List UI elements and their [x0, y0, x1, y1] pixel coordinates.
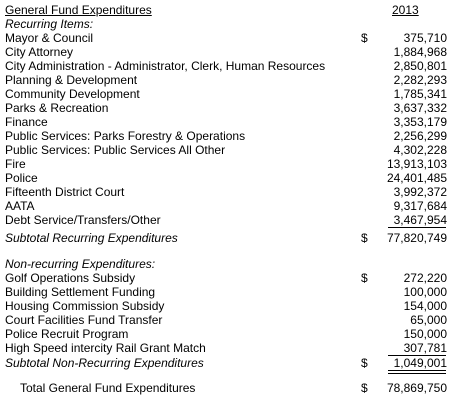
nonrecurring-subtotal-row — [0, 356, 450, 370]
line-item-amount: 1,785,341 — [393, 87, 447, 101]
line-item-label: Debt Service/Transfers/Other — [5, 213, 161, 227]
subtotal-label: Subtotal Recurring Expenditures — [5, 231, 178, 245]
line-item-label: City Attorney — [5, 45, 74, 59]
line-item-amount: 2,256,299 — [393, 129, 447, 143]
table-row — [0, 87, 450, 101]
line-item-label: Public Services: Parks Forestry & Operations — [5, 129, 246, 143]
currency-symbol: $ — [361, 356, 368, 370]
line-item-amount: 65,000 — [410, 313, 447, 327]
table-row — [0, 313, 450, 327]
currency-symbol: $ — [361, 381, 368, 395]
line-item-label: Building Settlement Funding — [5, 285, 156, 299]
table-row — [0, 199, 450, 213]
line-item-label: Public Services: Public Services All Other — [5, 143, 226, 157]
table-row — [0, 327, 450, 341]
table-row — [0, 101, 450, 115]
line-item-label: Housing Commission Subsidy — [5, 299, 165, 313]
table-row — [0, 115, 450, 129]
line-item-amount: 307,781 — [403, 341, 447, 355]
recurring-heading-row — [0, 17, 450, 31]
year-header: 2013 — [392, 3, 419, 17]
table-row — [0, 129, 450, 143]
line-item-amount: 3,637,332 — [393, 101, 447, 115]
line-item-amount: 3,992,372 — [393, 185, 447, 199]
currency-symbol: $ — [361, 231, 368, 245]
table-row — [0, 73, 450, 87]
subtotal-double-rule — [388, 370, 446, 374]
line-item-label: Finance — [5, 115, 48, 129]
line-item-amount: 24,401,485 — [386, 171, 447, 185]
line-item-amount: 2,282,293 — [393, 73, 447, 87]
line-item-amount: 9,317,684 — [393, 199, 447, 213]
line-item-amount: 2,850,801 — [393, 59, 447, 73]
table-row — [0, 171, 450, 185]
line-item-label: Community Development — [5, 87, 140, 101]
line-item-label: Court Facilities Fund Transfer — [5, 313, 163, 327]
line-item-amount: 3,353,179 — [393, 115, 447, 129]
currency-symbol: $ — [361, 271, 368, 285]
line-item-label: Fire — [5, 157, 26, 171]
line-item-label: Mayor & Council — [5, 31, 94, 45]
line-item-amount: 4,302,228 — [393, 143, 447, 157]
table-row — [0, 31, 450, 45]
currency-symbol: $ — [361, 31, 368, 45]
subtotal-amount: 77,820,749 — [386, 231, 447, 245]
total-row — [0, 381, 450, 395]
table-row — [0, 59, 450, 73]
line-item-label: Golf Operations Subsidy — [5, 271, 136, 285]
line-item-amount: 1,884,968 — [393, 45, 447, 59]
table-row — [0, 143, 450, 157]
subtotal-amount: 1,049,001 — [393, 356, 447, 370]
line-item-amount: 375,710 — [403, 31, 447, 45]
table-row — [0, 45, 450, 59]
table-row — [0, 271, 450, 285]
document-title: General Fund Expenditures — [5, 3, 152, 17]
total-label: Total General Fund Expenditures — [20, 381, 196, 395]
table-row — [0, 299, 450, 313]
line-item-label: Police Recruit Program — [5, 327, 129, 341]
line-item-label: Parks & Recreation — [5, 101, 109, 115]
line-item-label: Fifteenth District Court — [5, 185, 125, 199]
table-row — [0, 213, 450, 227]
line-item-amount: 3,467,954 — [393, 213, 447, 227]
line-item-label: High Speed intercity Rail Grant Match — [5, 341, 206, 355]
line-item-label: AATA — [5, 199, 35, 213]
line-item-amount: 150,000 — [403, 327, 447, 341]
line-item-amount: 100,000 — [403, 285, 447, 299]
line-item-label: Police — [5, 171, 38, 185]
table-row — [0, 285, 450, 299]
recurring-subtotal-row — [0, 231, 450, 245]
line-item-label: Planning & Development — [5, 73, 138, 87]
nonrecurring-heading-row — [0, 257, 450, 271]
table-row — [0, 341, 450, 355]
nonrecurring-heading: Non-recurring Expenditures: — [5, 257, 156, 271]
subtotal-label: Subtotal Non-Recurring Expenditures — [5, 356, 204, 370]
total-amount: 78,869,750 — [386, 381, 447, 395]
table-row — [0, 157, 450, 171]
subtotal-rule — [388, 227, 446, 228]
line-item-amount: 13,913,103 — [386, 157, 447, 171]
table-row — [0, 185, 450, 199]
line-item-label: City Administration - Administrator, Clerk, Human Resources — [5, 59, 326, 73]
header-row — [0, 3, 450, 17]
line-item-amount: 154,000 — [403, 299, 447, 313]
recurring-heading: Recurring Items: — [5, 17, 94, 31]
line-item-amount: 272,220 — [403, 271, 447, 285]
